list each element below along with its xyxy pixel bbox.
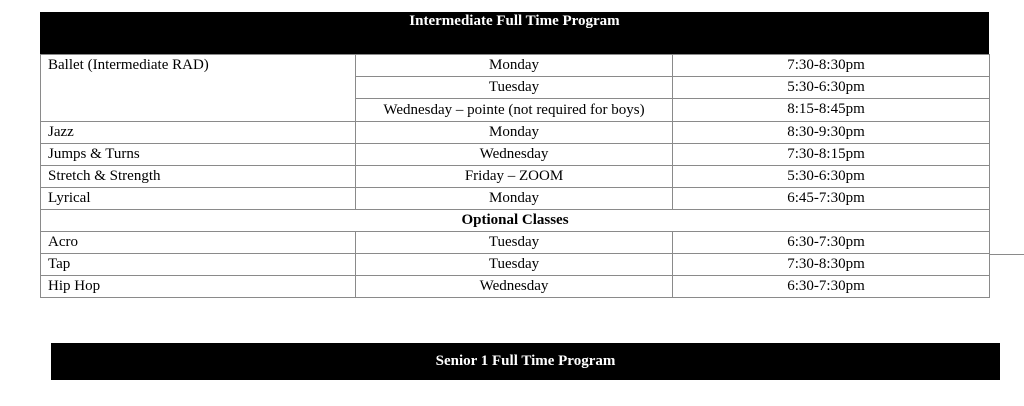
class-name: Stretch & Strength bbox=[41, 166, 356, 188]
class-day: Friday – ZOOM bbox=[356, 166, 673, 188]
class-day: Tuesday bbox=[356, 77, 673, 99]
class-day: Monday bbox=[356, 188, 673, 210]
class-day: Monday bbox=[356, 55, 673, 77]
table-row bbox=[41, 144, 990, 166]
section-row bbox=[41, 210, 990, 232]
class-day bbox=[356, 99, 673, 122]
program-title: Intermediate Full Time Program bbox=[40, 12, 989, 54]
class-time: 6:30-7:30pm bbox=[673, 232, 990, 254]
class-day: Wednesday bbox=[356, 276, 673, 298]
table-row bbox=[41, 254, 990, 276]
class-time: 5:30-6:30pm bbox=[673, 77, 990, 99]
class-day: Tuesday bbox=[356, 254, 673, 276]
table-row bbox=[41, 276, 990, 298]
class-time: 8:30-9:30pm bbox=[673, 122, 990, 144]
class-name: Ballet (Intermediate RAD) bbox=[41, 55, 356, 122]
class-day: Tuesday bbox=[356, 232, 673, 254]
class-time: 7:30-8:15pm bbox=[673, 144, 990, 166]
table-row bbox=[41, 188, 990, 210]
divider bbox=[989, 254, 1024, 255]
class-name: Acro bbox=[41, 232, 356, 254]
class-day: Monday bbox=[356, 122, 673, 144]
class-name: Lyrical bbox=[41, 188, 356, 210]
table-row bbox=[41, 232, 990, 254]
class-day-text: Wednesday – pointe (not required for boys) bbox=[383, 102, 645, 118]
next-program-title: Senior 1 Full Time Program bbox=[51, 343, 1000, 380]
schedule-table bbox=[40, 54, 990, 298]
class-time: 6:45-7:30pm bbox=[673, 188, 990, 210]
table-row bbox=[41, 55, 990, 77]
optional-classes-title: Optional Classes bbox=[41, 210, 990, 232]
class-name: Hip Hop bbox=[41, 276, 356, 298]
class-name: Jumps & Turns bbox=[41, 144, 356, 166]
class-time: 6:30-7:30pm bbox=[673, 276, 990, 298]
class-time: 5:30-6:30pm bbox=[673, 166, 990, 188]
class-time: 7:30-8:30pm bbox=[673, 55, 990, 77]
table-row bbox=[41, 122, 990, 144]
table-row bbox=[41, 166, 990, 188]
class-name: Tap bbox=[41, 254, 356, 276]
class-day: Wednesday bbox=[356, 144, 673, 166]
class-time: 7:30-8:30pm bbox=[673, 254, 990, 276]
class-time: 8:15-8:45pm bbox=[673, 99, 990, 122]
class-name: Jazz bbox=[41, 122, 356, 144]
